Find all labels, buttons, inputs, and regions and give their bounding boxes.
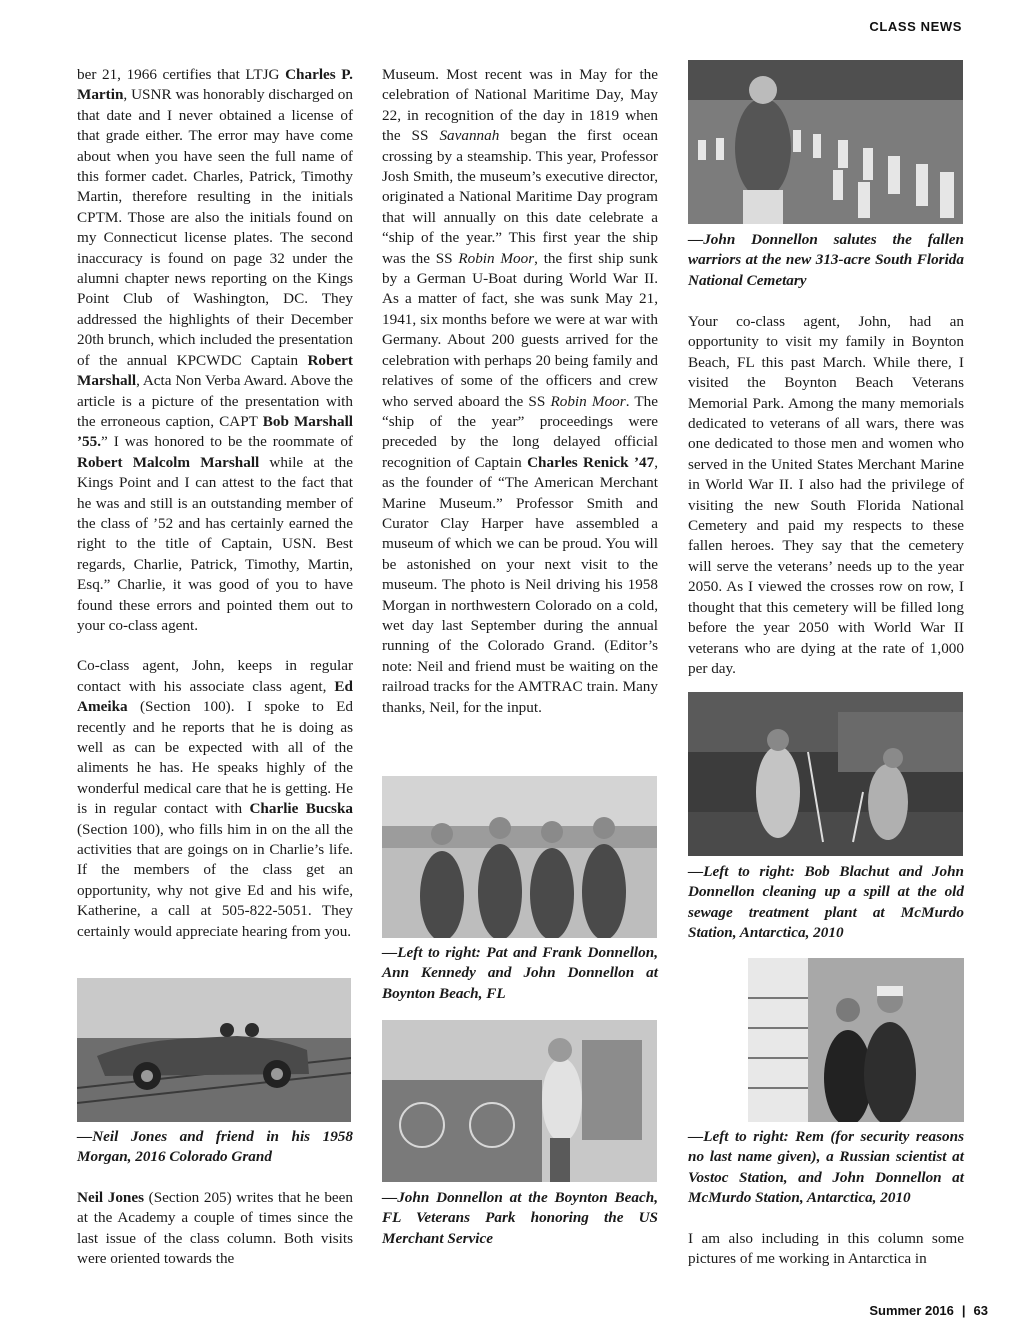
photo-caption: —Neil Jones and friend in his 1958 Morgan, 2016 Colorado Grand xyxy=(77,1128,353,1166)
article-paragraph xyxy=(382,65,658,718)
text-run: ber 21, 1966 certifies that LTJG xyxy=(77,66,286,83)
bold-text: Charles Renick ’47 xyxy=(527,453,655,471)
photo-caption: —John Donnellon at the Boynton Beach, FL Veterans Park honoring the US Merchant Service xyxy=(382,1189,658,1247)
italic-text: Savannah xyxy=(439,127,500,145)
text-run: , the first ship sunk by a German U-Boat during World War II. As a matter of fact, she was sunk May 21, 1941, six months before we were at war with Germany. About 200 guests arrived for the celebration with perhaps 20 being family and relatives of some of the officers and crew who served aboard the SS xyxy=(382,249,658,410)
column-3 xyxy=(688,312,964,699)
text-run: . The “ship of the year” proceedings were preceded by the long delayed official recognition of Captain xyxy=(382,392,659,471)
text-run: , as the founder of “The American Merchant Marine Museum.” Professor Smith and Curator Clay Harper have assembled a museum of which we can be proud. You will be astonished on your next visit to the museum. The photo is Neil driving his 1958 Morgan in northwestern Colorado on a cold, wet day last September during the annual running of the Colorado Grand. (Editor’s note: Neil and friend must be waiting on the railroad tracks for the AMTRAC train. Many thanks, Neil, for the input. xyxy=(382,453,658,716)
mcmurdo-cleanup-photo xyxy=(688,692,963,856)
column-3-continued xyxy=(688,1229,964,1290)
column-1 xyxy=(77,65,353,962)
bold-text: Robert Malcolm Marshall xyxy=(77,453,260,471)
bold-text: Ed Ameika xyxy=(77,677,353,716)
text-run: while at the Kings Point and I can attest to the fact that he was and still is an outstanding member of the class of ’52 and has certainly earned the right to the title of Captain, USN. Best regards, Charlie, Patrick, Timothy, Martin, Esq.” Charlie, it was good of you to have found these errors and pointed them out to your co-class agent. xyxy=(77,453,353,634)
veterans-park-photo xyxy=(382,1020,657,1182)
page-number: 63 xyxy=(973,1303,988,1318)
text-run: Co-class agent, John, keeps in regular contact with his associate class agent, xyxy=(77,657,353,695)
beach-group-photo xyxy=(382,776,657,938)
photo-caption: —Left to right: Bob Blachut and John Donnellon cleaning up a spill at the old sewage treatment plant at McMurdo Station, Antarctica, 2010 xyxy=(688,863,964,942)
column-1-continued xyxy=(77,1188,353,1290)
photo-caption: —John Donnellon salutes the fallen warriors at the new 313-acre South Florida National Cemetary xyxy=(688,231,964,289)
bold-text: Robert Marshall xyxy=(77,351,353,390)
mcmurdo-russian-scientist-photo xyxy=(748,958,964,1122)
article-paragraph xyxy=(688,1229,964,1270)
text-run: Your co-class agent, John, had an opportunity to visit my family in Boynton Beach, FL this past March. While there, I visited the Boynton Beach Veterans Memorial Park. Among the many memorials dedicated to veterans of all wars, there was one dedicated to those men and women who served in the United States Merchant Marine in World War II. I also had the privilege of visiting the new South Florida National Cemetery and paid my respects to these fallen heroes. They say that the cemetery will serve the veterans’ needs up to the year 2050. As I viewed the crosses row on row, I thought that this cemetery will be filled long before the year 2050 with World War II veterans who are dying at the rate of 1,000 per day. xyxy=(688,313,964,677)
issue-label: Summer 2016 xyxy=(869,1303,954,1318)
text-run: , Acta Non Verba Award. Above the article is a picture of the presentation with the erroneous caption, CAPT xyxy=(77,372,353,430)
morgan-car-photo xyxy=(77,978,351,1122)
photo-caption: —Left to right: Rem (for security reasons no last name given), a Russian scientist at Vostoc Station, and John Donnellon at McMurdo Station, Antarctica, 2010 xyxy=(688,1128,964,1207)
cemetery-salute-photo xyxy=(688,60,963,224)
article-paragraph xyxy=(77,656,353,942)
footer-separator: | xyxy=(961,1303,966,1318)
text-run: , USNR was honorably discharged on that date and I never obtained a license of that grade either. The error may have come about when you have seen the full name of this former cadet. Charles, Patrick, Timothy Martin, therefore resulting in the initials CPTM. Those are also the initials found on my Connecticut license plates. The second inaccuracy is found on page 32 under the alumni chapter news reporting on the Kings Point Club of Washington, DC. They addressed the highlights of their December 20th brunch, which included the presentation of the annual KPCWDC Captain xyxy=(77,86,353,369)
article-paragraph xyxy=(77,1188,353,1270)
article-paragraph xyxy=(688,312,964,679)
text-run: (Section 100). I spoke to Ed recently and he reports that he is doing as well as can be expected with all of the aliments he has. He speaks highly of the wonderful medical care that he is getting. He is in regular contact with xyxy=(77,698,353,818)
text-run: began the first ocean crossing by a steamship. This year, Professor Josh Smith, the museum’s executive director, originated a National Maritime Day program that will annually on this date celebrate a “ship of the year.” This first year the ship was the SS xyxy=(382,127,658,267)
text-run: Museum. Most recent was in May for the celebration of National Maritime Day, May 22, in recognition of the day in 1819 when the SS xyxy=(382,66,658,145)
bold-text: Neil Jones xyxy=(77,1189,145,1206)
italic-text: Robin Moor xyxy=(458,249,535,267)
bold-text: Charles P. Martin xyxy=(77,66,353,104)
section-label: CLASS NEWS xyxy=(869,19,962,34)
text-run: I am also including in this column some pictures of me working in Antarctica in xyxy=(688,1230,964,1268)
photo-caption: —Left to right: Pat and Frank Donnellon, Ann Kennedy and John Donnellon at Boynton Beach, FL xyxy=(382,944,658,1002)
text-run: (Section 205) writes that he been at the Academy a couple of times since the last issue of the class column. Both visits were oriented towards the xyxy=(77,1189,353,1268)
italic-text: Robin Moor xyxy=(550,392,626,410)
article-paragraph xyxy=(77,65,353,636)
text-run: (Section 100), who fills him in on the all the activities that are goings on in Charlie’s life. If the members of the class get an opportunity, why not give Ed and his wife, Katherine, a call at 505-822-5051. They certainly would appreciate hearing from you. xyxy=(77,820,353,940)
text-run: ” I was honored to be the roommate of xyxy=(101,433,353,451)
bold-text: Bob Marshall ’55. xyxy=(77,412,354,451)
page-footer xyxy=(869,1303,988,1318)
bold-text: Charlie Bucska xyxy=(249,800,353,818)
column-2 xyxy=(382,65,658,738)
